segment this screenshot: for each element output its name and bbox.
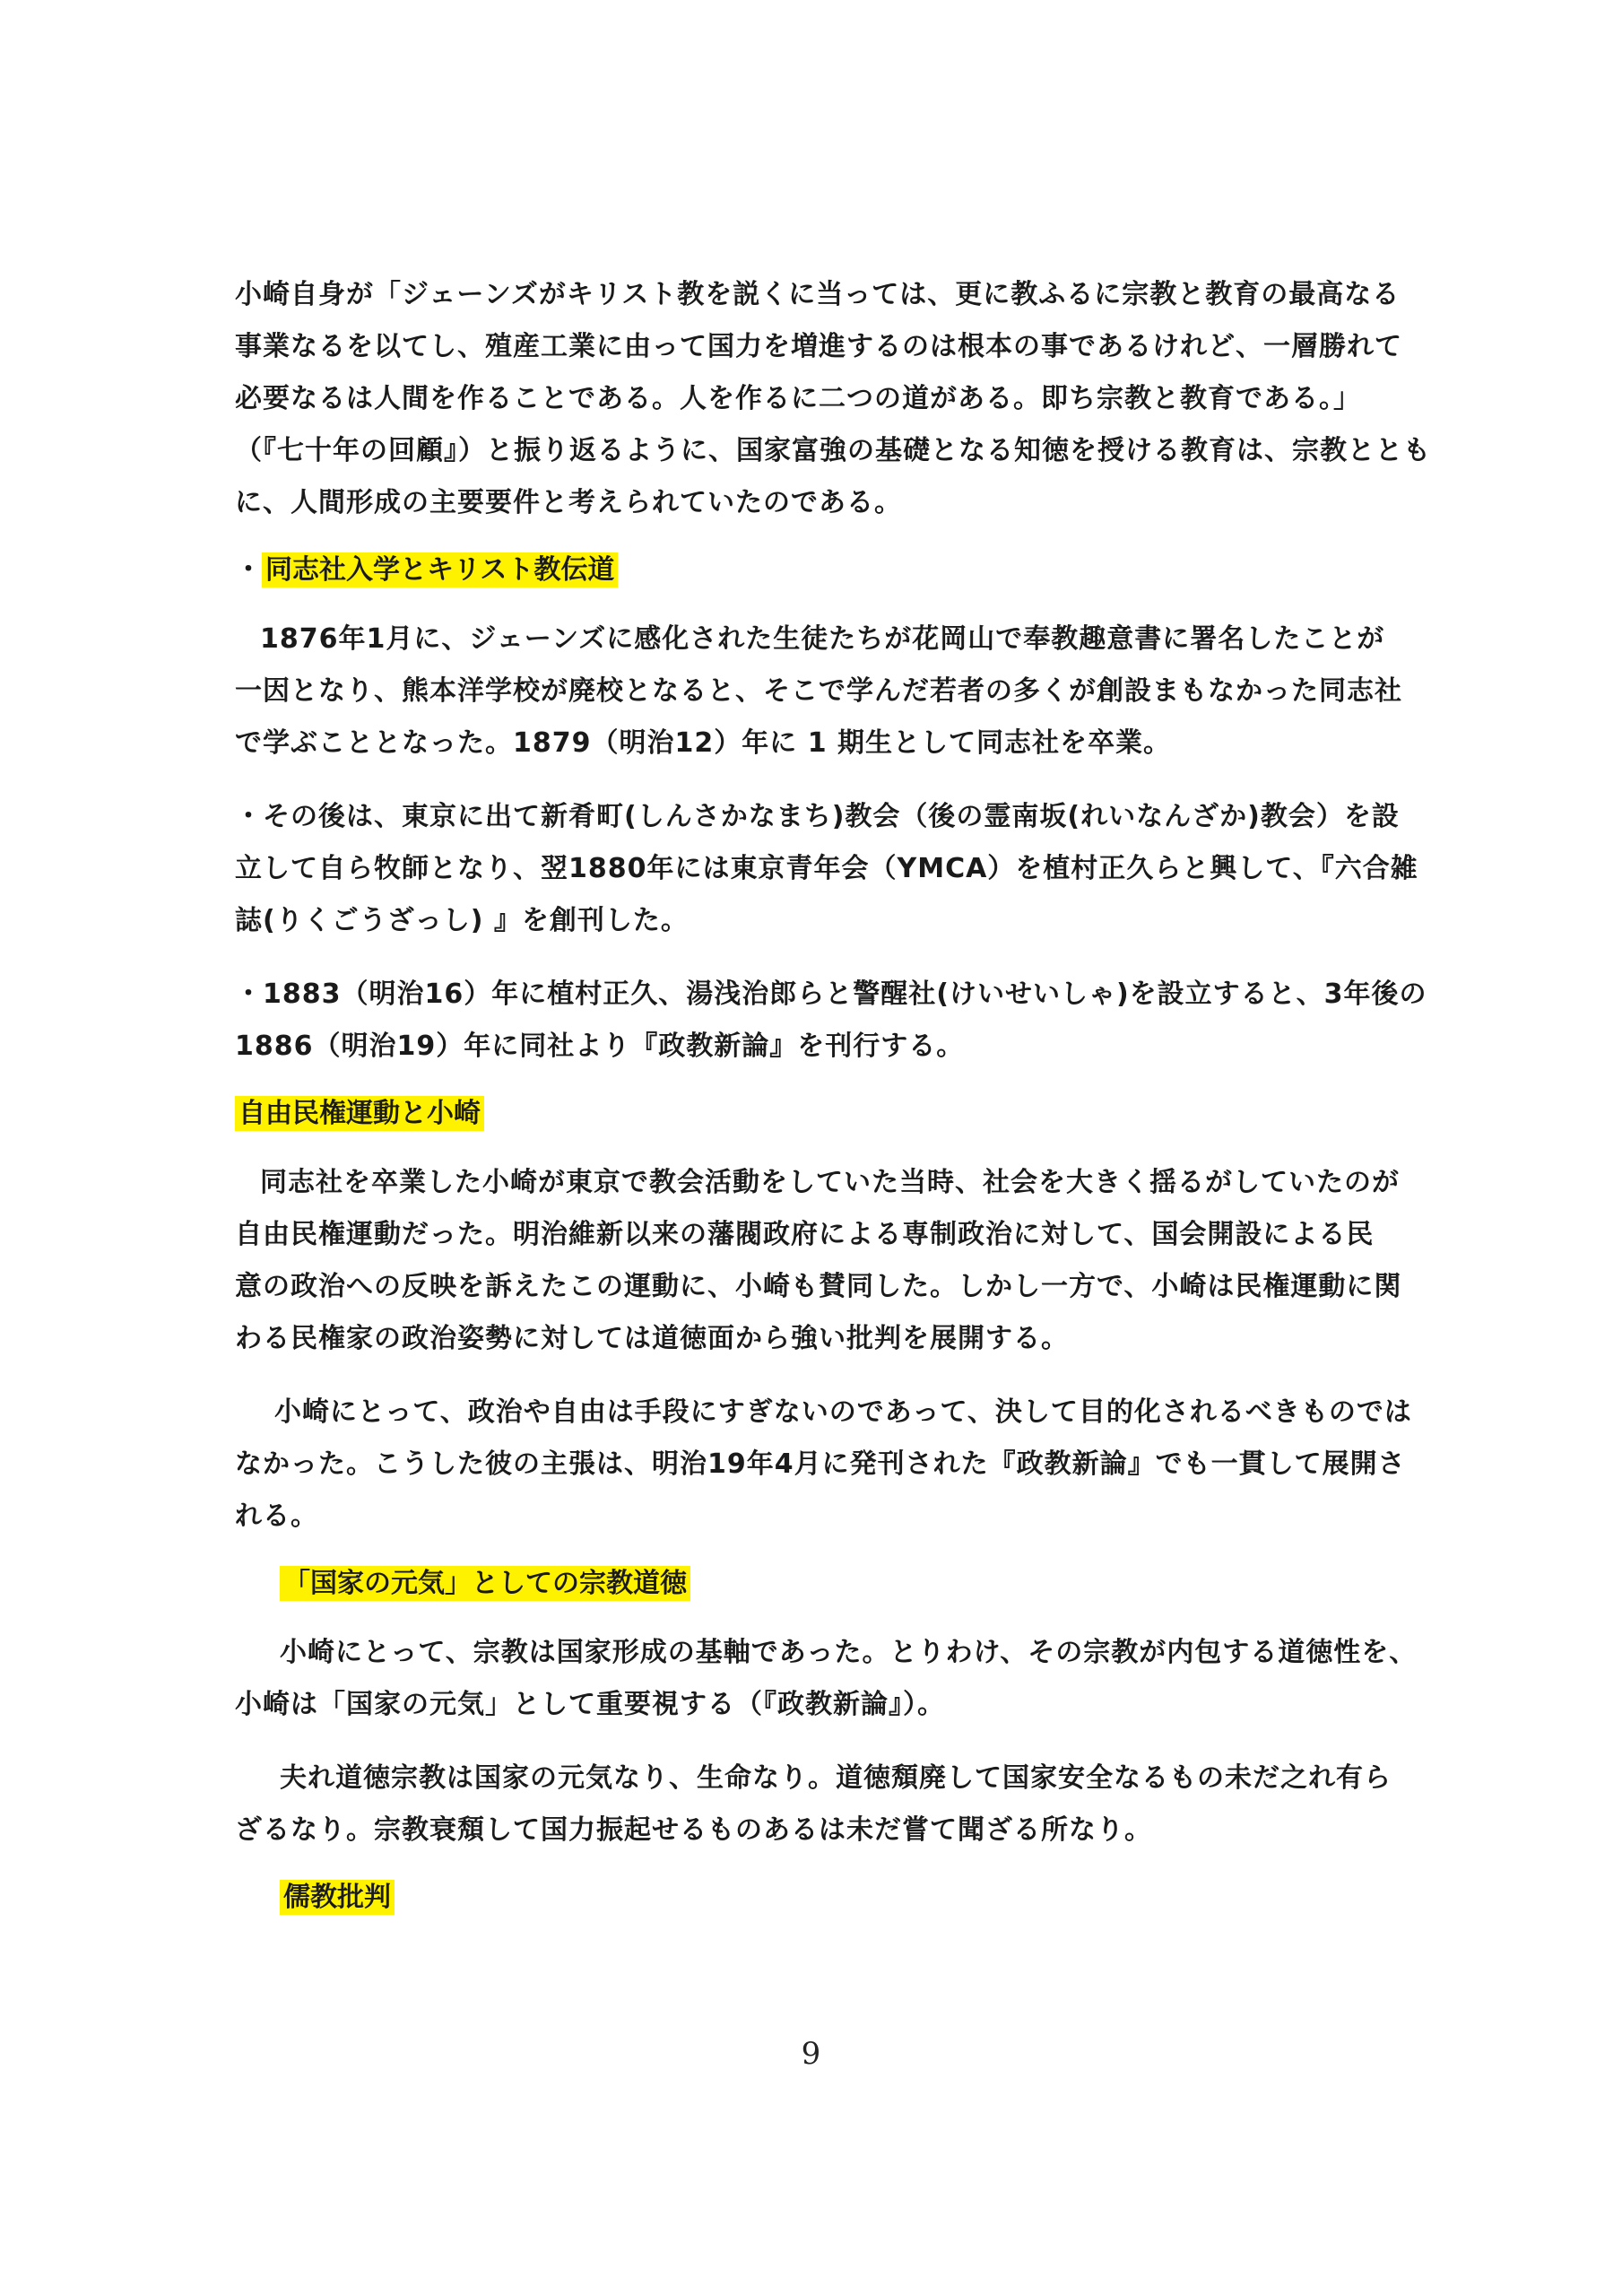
paragraph-ozaki-education [235,269,1431,529]
text-line: れる。 [235,1500,318,1532]
text-line: 意の政治への反映を訴えたこの運動に、小崎も賛同した。しかし一方で、小崎は民権運動に関 [235,1271,1402,1302]
text-line: 1886（明治19）年に同社より『政教新論』を刊行する。 [235,1031,965,1062]
text-line: 自由民権運動だった。明治維新以来の藩閥政府による専制政治に対して、国会開設による民 [235,1219,1375,1250]
text-line: 誌(りくごうざっし) 』を創刊した。 [235,905,689,936]
text-line: 必要なるは人間を作ることである。人を作るに二つの道がある。即ち宗教と教育である。」 [235,383,1361,414]
text-line: 一因となり、熊本洋学校が廃校となると、そこで学んだ若者の多くが創設まもなかった同志社 [235,675,1402,707]
text-line: ざるなり。宗教衰頽して国力振起せるものあるは未だ嘗て聞ざる所なり。 [235,1814,1152,1846]
text-line: 事業なるを以てし、殖産工業に由って国力を増進するのは根本の事であるけれど、一層勝れて [235,331,1402,362]
text-line: に、人間形成の主要要件と考えられていたのである。 [235,487,902,518]
heading-highlight: 儒教批判 [280,1880,395,1915]
text-line: ・1883（明治16）年に植村正久、湯浅治郎らと警醒社(けいせいしゃ)を設立すると、3年後の [235,978,1427,1010]
text-line: 立して自ら牧師となり、翌1880年には東京青年会（YMCA）を植村正久らと興して、『六合雑 [235,853,1418,884]
text-line: 同志社を卒業した小崎が東京で教会活動をしていた当時、社会を大きく揺るがしていたのが [260,1167,1400,1198]
section-heading-doshisha [235,551,1401,590]
section-heading-confucianism [235,1878,1401,1918]
paragraph-religion-morality [235,1627,1418,1731]
heading-highlight: 同志社入学とキリスト教伝道 [262,552,618,587]
text-line: ・その後は、東京に出て新肴町(しんさかなまち)教会（後の霊南坂(れいなんざか)教会）を設 [235,801,1400,832]
heading-highlight: 「国家の元気」としての宗教道徳 [280,1566,690,1601]
text-line: 小崎にとって、政治や自由は手段にすぎないのであって、決して目的化されるべきものでは [274,1396,1412,1428]
paragraph-tokyo-church [235,791,1418,947]
bullet: ・ [235,554,262,586]
page-number: 9 [801,2036,821,2072]
paragraph-quotation [235,1752,1401,1857]
text-line: なかった。こうした彼の主張は、明治19年4月に発刊された『政教新論』でも一貫して展開さ [235,1448,1406,1480]
text-line: で学ぶこととなった。1879（明治12）年に 1 期生として同志社を卒業。 [235,727,1172,759]
document-body [235,269,1431,1941]
text-line: 小崎にとって、宗教は国家形成の基軸であった。とりわけ、その宗教が内包する道徳性を、 [280,1637,1418,1668]
text-line: 小崎は「国家の元気」として重要視する（『政教新論』）。 [235,1689,945,1720]
paragraph-doshisha-entry [235,613,1401,770]
heading-highlight: 自由民権運動と小崎 [235,1096,484,1131]
section-heading-freedom-movement [235,1094,1401,1134]
text-line: 夫れ道徳宗教は国家の元気なり、生命なり。道徳頽廃して国家安全なるもの未だ之れ有ら [280,1762,1392,1794]
text-line: 1876年1月に、ジェーンズに感化された生徒たちが花岡山で奉教趣意書に署名したことが [260,623,1385,655]
paragraph-keiseisha [235,969,1427,1073]
paragraph-freedom-movement [235,1157,1401,1365]
text-line: （『七十年の回顧』）と振り返るように、国家富強の基礎となる知徳を授ける教育は、宗教ととも [235,435,1431,466]
text-line: わる民権家の政治姿勢に対しては道徳面から強い批判を展開する。 [235,1323,1069,1354]
paragraph-politics-means [235,1387,1412,1543]
section-heading-national-spirit [235,1564,1401,1604]
text-line: 小崎自身が「ジェーンズがキリスト教を説くに当っては、更に教ふるに宗教と教育の最高なる [235,279,1401,310]
